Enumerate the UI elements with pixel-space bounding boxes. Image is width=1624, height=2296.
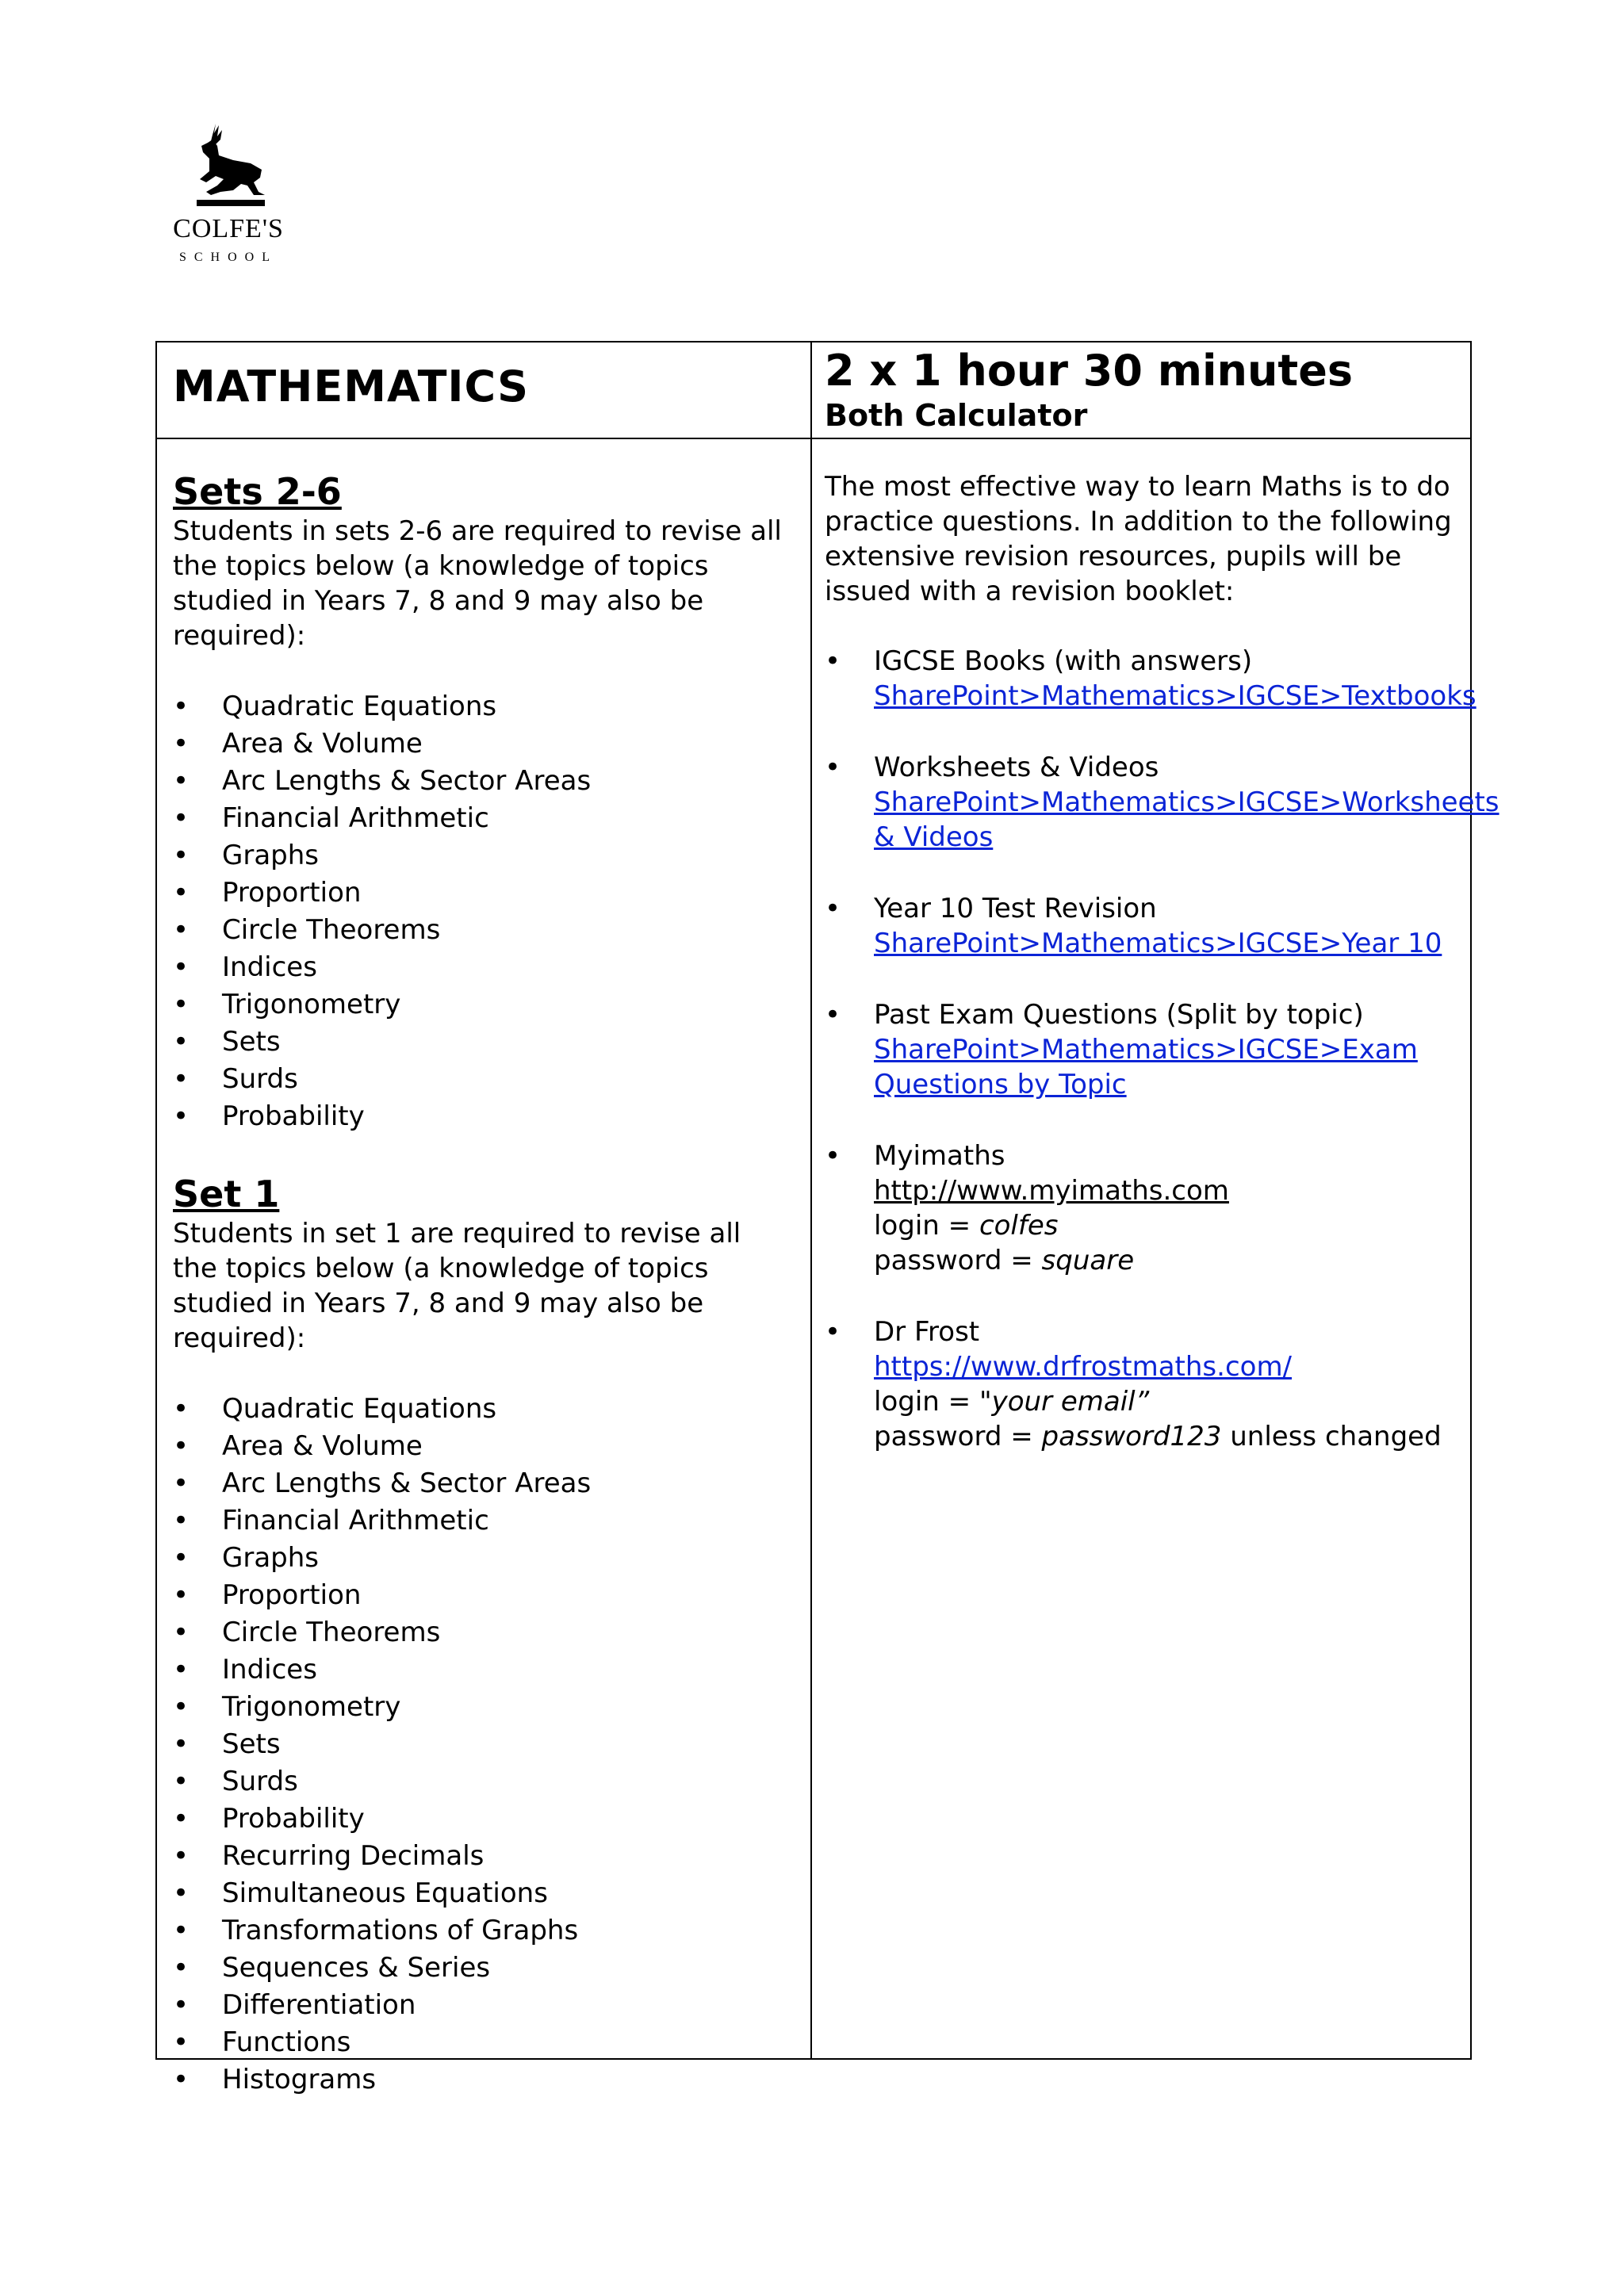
bullet-icon: •: [825, 1140, 841, 1172]
bullet-icon: •: [825, 645, 841, 677]
bullet-icon: •: [173, 1952, 190, 1984]
bullet-icon: •: [173, 914, 190, 946]
bullet-icon: •: [173, 1393, 190, 1425]
topic-label: Trigonometry: [222, 989, 401, 1020]
bullet-icon: •: [173, 2064, 190, 2095]
topic-item: [173, 2061, 791, 2099]
topic-label: Sequences & Series: [222, 1952, 491, 1984]
bullet-icon: •: [173, 1728, 190, 1760]
bullet-icon: •: [173, 1654, 190, 1686]
topic-item: [173, 949, 791, 986]
topic-label: Quadratic Equations: [222, 691, 497, 722]
bullet-icon: •: [173, 765, 190, 797]
bullet-icon: •: [173, 1063, 190, 1095]
topic-item: [173, 1987, 791, 2024]
resource-year10: [825, 891, 1459, 961]
resources-column: [825, 469, 1500, 1490]
drfrost-login: login = "your email”: [874, 1386, 1150, 1418]
bullet-icon: •: [173, 1579, 190, 1611]
set-1-intro: Students in set 1 are required to revise all the topics below (a knowledge of topics studied in Years 7, 8 and 9 may also be required):: [173, 1218, 741, 1354]
topic-item: [173, 1024, 791, 1061]
sets-2-6-topic-list: [173, 688, 791, 1135]
resource-igcse-books: [825, 644, 1477, 714]
topic-label: Probability: [222, 1100, 365, 1132]
topic-item: [173, 725, 791, 763]
bullet-icon: •: [173, 1100, 190, 1132]
set-1-heading: Set 1: [173, 1173, 280, 1215]
sets-2-6-intro: Students in sets 2-6 are required to revise all the topics below (a knowledge of topics studied in Years 7, 8 and 9 may also be required):: [173, 515, 782, 652]
bullet-icon: •: [173, 2026, 190, 2058]
topic-label: Quadratic Equations: [222, 1393, 497, 1425]
resource-drfrost: [825, 1314, 1459, 1454]
topic-item: [173, 1391, 791, 1428]
bullet-icon: •: [825, 752, 841, 783]
resource-title: IGCSE Books (with answers): [874, 645, 1253, 677]
calculator-note: Both Calculator: [825, 398, 1088, 433]
topic-item: [173, 874, 791, 912]
topic-item: [173, 763, 791, 800]
topic-item: [173, 912, 791, 949]
topic-label: Surds: [222, 1063, 298, 1095]
topic-label: Arc Lengths & Sector Areas: [222, 765, 592, 797]
bullet-icon: •: [173, 840, 190, 871]
set-1-topic-list: [173, 1391, 791, 2099]
topic-label: Sets: [222, 1728, 281, 1760]
topic-label: Histograms: [222, 2064, 377, 2095]
topic-item: [173, 1689, 791, 1726]
topic-label: Circle Theorems: [222, 1617, 441, 1648]
topic-item: [173, 1950, 791, 1987]
topic-label: Graphs: [222, 840, 320, 871]
topic-item: [173, 1540, 791, 1577]
topic-label: Proportion: [222, 1579, 362, 1611]
topic-item: [173, 1912, 791, 1950]
topic-item: [173, 688, 791, 725]
subject-title: MATHEMATICS: [173, 362, 530, 411]
bullet-icon: •: [173, 1766, 190, 1797]
revision-table: [155, 341, 1500, 2095]
logo-school-name: COLFE'S: [173, 214, 284, 243]
bullet-icon: •: [173, 1877, 190, 1909]
resource-title: Worksheets & Videos: [874, 752, 1159, 783]
exam-duration: 2 x 1 hour 30 minutes: [825, 346, 1353, 396]
bullet-icon: •: [173, 1691, 190, 1723]
topic-label: Proportion: [222, 877, 362, 909]
bullet-icon: •: [173, 1840, 190, 1872]
topic-item: [173, 1651, 791, 1689]
topic-item: [173, 2024, 791, 2061]
resource-title: Dr Frost: [874, 1316, 980, 1348]
topic-item: [173, 1726, 791, 1763]
bullet-icon: •: [173, 1430, 190, 1462]
header-divider: [157, 438, 1470, 439]
topic-item: [173, 1061, 791, 1098]
resources-list: [825, 644, 1500, 1454]
column-divider: [810, 342, 812, 2058]
topic-item: [173, 1763, 791, 1800]
topic-label: Trigonometry: [222, 1691, 401, 1723]
topic-label: Simultaneous Equations: [222, 1877, 548, 1909]
topic-item: [173, 1875, 791, 1912]
topic-label: Indices: [222, 1654, 317, 1686]
topic-label: Probability: [222, 1803, 365, 1835]
resource-title: Past Exam Questions (Split by topic): [874, 999, 1364, 1031]
topic-label: Financial Arithmetic: [222, 802, 489, 834]
topic-label: Area & Volume: [222, 1430, 423, 1462]
topic-item: [173, 1502, 791, 1540]
resource-myimaths: [825, 1138, 1459, 1278]
topic-item: [173, 986, 791, 1024]
bullet-icon: •: [173, 1803, 190, 1835]
sets-2-6-heading: Sets 2-6: [173, 470, 342, 513]
resource-title: Myimaths: [874, 1140, 1005, 1172]
topic-item: [173, 837, 791, 874]
topic-label: Differentiation: [222, 1989, 416, 2021]
topic-label: Recurring Decimals: [222, 1840, 485, 1872]
topic-item: [173, 1098, 791, 1135]
topic-label: Indices: [222, 951, 317, 983]
year10-link[interactable]: SharePoint>Mathematics>IGCSE>Year 10: [874, 928, 1442, 959]
worksheets-videos-link[interactable]: SharePoint>Mathematics>IGCSE>Worksheets & Videos: [874, 786, 1500, 853]
topic-label: Functions: [222, 2026, 351, 2058]
resource-past-exam: [825, 997, 1459, 1102]
igcse-textbooks-link[interactable]: SharePoint>Mathematics>IGCSE>Textbooks: [874, 680, 1477, 712]
topic-label: Sets: [222, 1026, 281, 1058]
bullet-icon: •: [173, 1617, 190, 1648]
exam-questions-link[interactable]: SharePoint>Mathematics>IGCSE>Exam Questions by Topic: [874, 1034, 1418, 1100]
resource-worksheets: [825, 750, 1500, 855]
school-logo: [165, 119, 292, 277]
myimaths-login: login = colfes: [874, 1210, 1059, 1242]
bullet-icon: •: [173, 1468, 190, 1499]
drfrost-url-link[interactable]: https://www.drfrostmaths.com/: [874, 1351, 1293, 1383]
logo-school-subtitle: SCHOOL: [178, 251, 278, 264]
topic-label: Arc Lengths & Sector Areas: [222, 1468, 592, 1499]
bullet-icon: •: [173, 1989, 190, 2021]
bullet-icon: •: [173, 691, 190, 722]
bullet-icon: •: [173, 1542, 190, 1574]
bullet-icon: •: [173, 1505, 190, 1536]
topic-item: [173, 1577, 791, 1614]
bullet-icon: •: [173, 802, 190, 834]
topic-item: [173, 1614, 791, 1651]
topic-label: Transformations of Graphs: [222, 1915, 579, 1946]
bullet-icon: •: [173, 951, 190, 983]
resources-intro: The most effective way to learn Maths is to do practice questions. In addition to the following extensive revision resources, pupils will be issued with a revision booklet:: [825, 471, 1452, 607]
topic-item: [173, 1428, 791, 1465]
bullet-icon: •: [173, 1915, 190, 1946]
drfrost-password: password = password123 unless changed: [874, 1421, 1442, 1452]
bullet-icon: •: [173, 989, 190, 1020]
topic-label: Financial Arithmetic: [222, 1505, 489, 1536]
topic-item: [173, 800, 791, 837]
topic-item: [173, 1465, 791, 1502]
topic-label: Surds: [222, 1766, 298, 1797]
topic-item: [173, 1838, 791, 1875]
topics-column: [173, 469, 791, 2099]
bullet-icon: •: [173, 1026, 190, 1058]
bullet-icon: •: [173, 728, 190, 760]
bullet-icon: •: [173, 877, 190, 909]
bullet-icon: •: [825, 893, 841, 924]
myimaths-url-link[interactable]: http://www.myimaths.com: [874, 1175, 1229, 1207]
topic-label: Circle Theorems: [222, 914, 441, 946]
stag-emblem-icon: [165, 119, 292, 214]
resource-title: Year 10 Test Revision: [874, 893, 1157, 924]
bullet-icon: •: [825, 1316, 841, 1348]
bullet-icon: •: [825, 999, 841, 1031]
topic-label: Area & Volume: [222, 728, 423, 760]
myimaths-password: password = square: [874, 1245, 1135, 1276]
topic-label: Graphs: [222, 1542, 320, 1574]
topic-item: [173, 1800, 791, 1838]
